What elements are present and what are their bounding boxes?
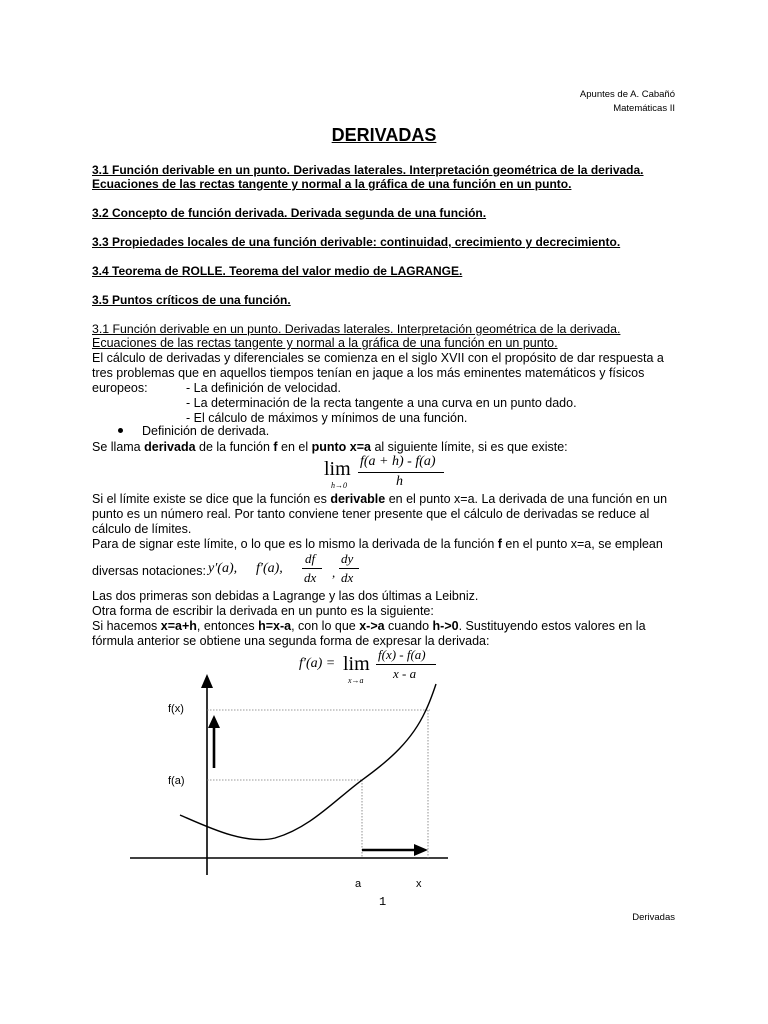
notation-f-prime: f′(a), [256, 561, 283, 576]
y-axis-arrowhead [201, 674, 213, 688]
para4-line3: Si hacemos x=a+h, entonces h=x-a, con lo que x->a cuando h->0. Sustituyendo estos valores en la [92, 619, 646, 633]
intro-line1: El cálculo de derivadas y diferenciales se comienza en el siglo XVII con el propósito de dar respuesta a [92, 351, 664, 365]
h-arrowhead [414, 844, 428, 856]
label-fx: f(x) [168, 703, 184, 715]
formula2-denominator: x - a [393, 666, 417, 681]
footer-label: Derivadas [632, 912, 675, 923]
intro-item-1: - La definición de velocidad. [186, 381, 341, 395]
formula2-lim: lim [343, 653, 370, 675]
increase-arrowhead [208, 715, 220, 728]
para3-line1: Para de signar este límite, o lo que es lo mismo la derivada de la función f en el punto x=a, se emplean [92, 537, 663, 551]
bullet-text: Definición de derivada. [142, 424, 270, 438]
para3-line2: diversas notaciones: [92, 564, 206, 578]
toc-item-3-4: 3.4 Teorema de ROLLE. Teorema del valor medio de LAGRANGE. [92, 264, 463, 278]
notation-dy: dy [341, 551, 354, 566]
formula-numerator: f(a + h) - f(a) [360, 454, 436, 469]
section-heading-line2: Ecuaciones de las rectas tangente y normal a la gráfica de una función en un punto. [92, 336, 558, 350]
label-fa: f(a) [168, 775, 185, 787]
page-number: 1 [379, 895, 387, 909]
para2-line3: cálculo de límites. [92, 522, 192, 536]
toc-item-3-1: 3.1 Función derivable en un punto. Derivadas laterales. Interpretación geométrica de la derivada. [92, 163, 644, 177]
intro-item-2: - La determinación de la recta tangente a una curva en un punto dado. [186, 396, 577, 410]
formula2-numerator: f(x) - f(a) [378, 647, 426, 662]
para2-line2: punto es un número real. Por tanto conviene tener presente que el cálculo de derivadas se reduce al [92, 507, 650, 521]
label-a: a [355, 878, 362, 890]
formula-denominator: h [396, 474, 403, 489]
notation-y-prime: y′(a), [208, 561, 238, 576]
notation-dx-2: dx [341, 570, 354, 585]
formula2-subscript: x→a [348, 676, 364, 685]
lim-subscript: h→0 [331, 481, 347, 490]
para4-line2: Otra forma de escribir la derivada en un punto es la siguiente: [92, 604, 434, 618]
toc-item-3-5: 3.5 Puntos críticos de una función. [92, 293, 291, 307]
intro-line2: tres problemas que en aquellos tiempos tenían en jaque a los más eminentes matemáticos y físicos [92, 366, 645, 380]
toc-item-3-2: 3.2 Concepto de función derivada. Derivada segunda de una función. [92, 206, 487, 220]
intro-item-3: - El cálculo de máximos y mínimos de una función. [186, 411, 468, 425]
definition-text: Se llama derivada de la función f en el punto x=a al siguiente límite, si es que existe: [92, 440, 568, 454]
toc-item-3-1-cont: Ecuaciones de las rectas tangente y normal a la gráfica de una función en un punto. [92, 177, 572, 191]
notation-df: df [305, 551, 316, 566]
page-title: DERIVADAS [331, 125, 437, 145]
para2-line1: Si el límite existe se dice que la función es derivable en el punto x=a. La derivada de una función en un [92, 492, 668, 506]
function-curve [180, 684, 436, 840]
formula2-lhs: f′(a) = [299, 656, 336, 671]
intro-line3: europeos: [92, 381, 148, 395]
header-subject: Matemáticas II [613, 103, 675, 114]
para4-line1: Las dos primeras son debidas a Lagrange y las dos últimas a Leibniz. [92, 589, 479, 603]
header-author: Apuntes de A. Cabañó [579, 89, 675, 100]
notation-comma: , [332, 565, 336, 580]
notation-dx-1: dx [304, 570, 317, 585]
toc-item-3-3: 3.3 Propiedades locales de una función derivable: continuidad, crecimiento y decrecimiento. [92, 235, 621, 249]
lim-symbol: lim [324, 458, 351, 480]
para4-line4: fórmula anterior se obtiene una segunda forma de expresar la derivada: [92, 634, 490, 648]
label-x: x [416, 878, 422, 890]
section-heading-line1: 3.1 Función derivable en un punto. Derivadas laterales. Interpretación geométrica de la derivada. [92, 322, 621, 336]
